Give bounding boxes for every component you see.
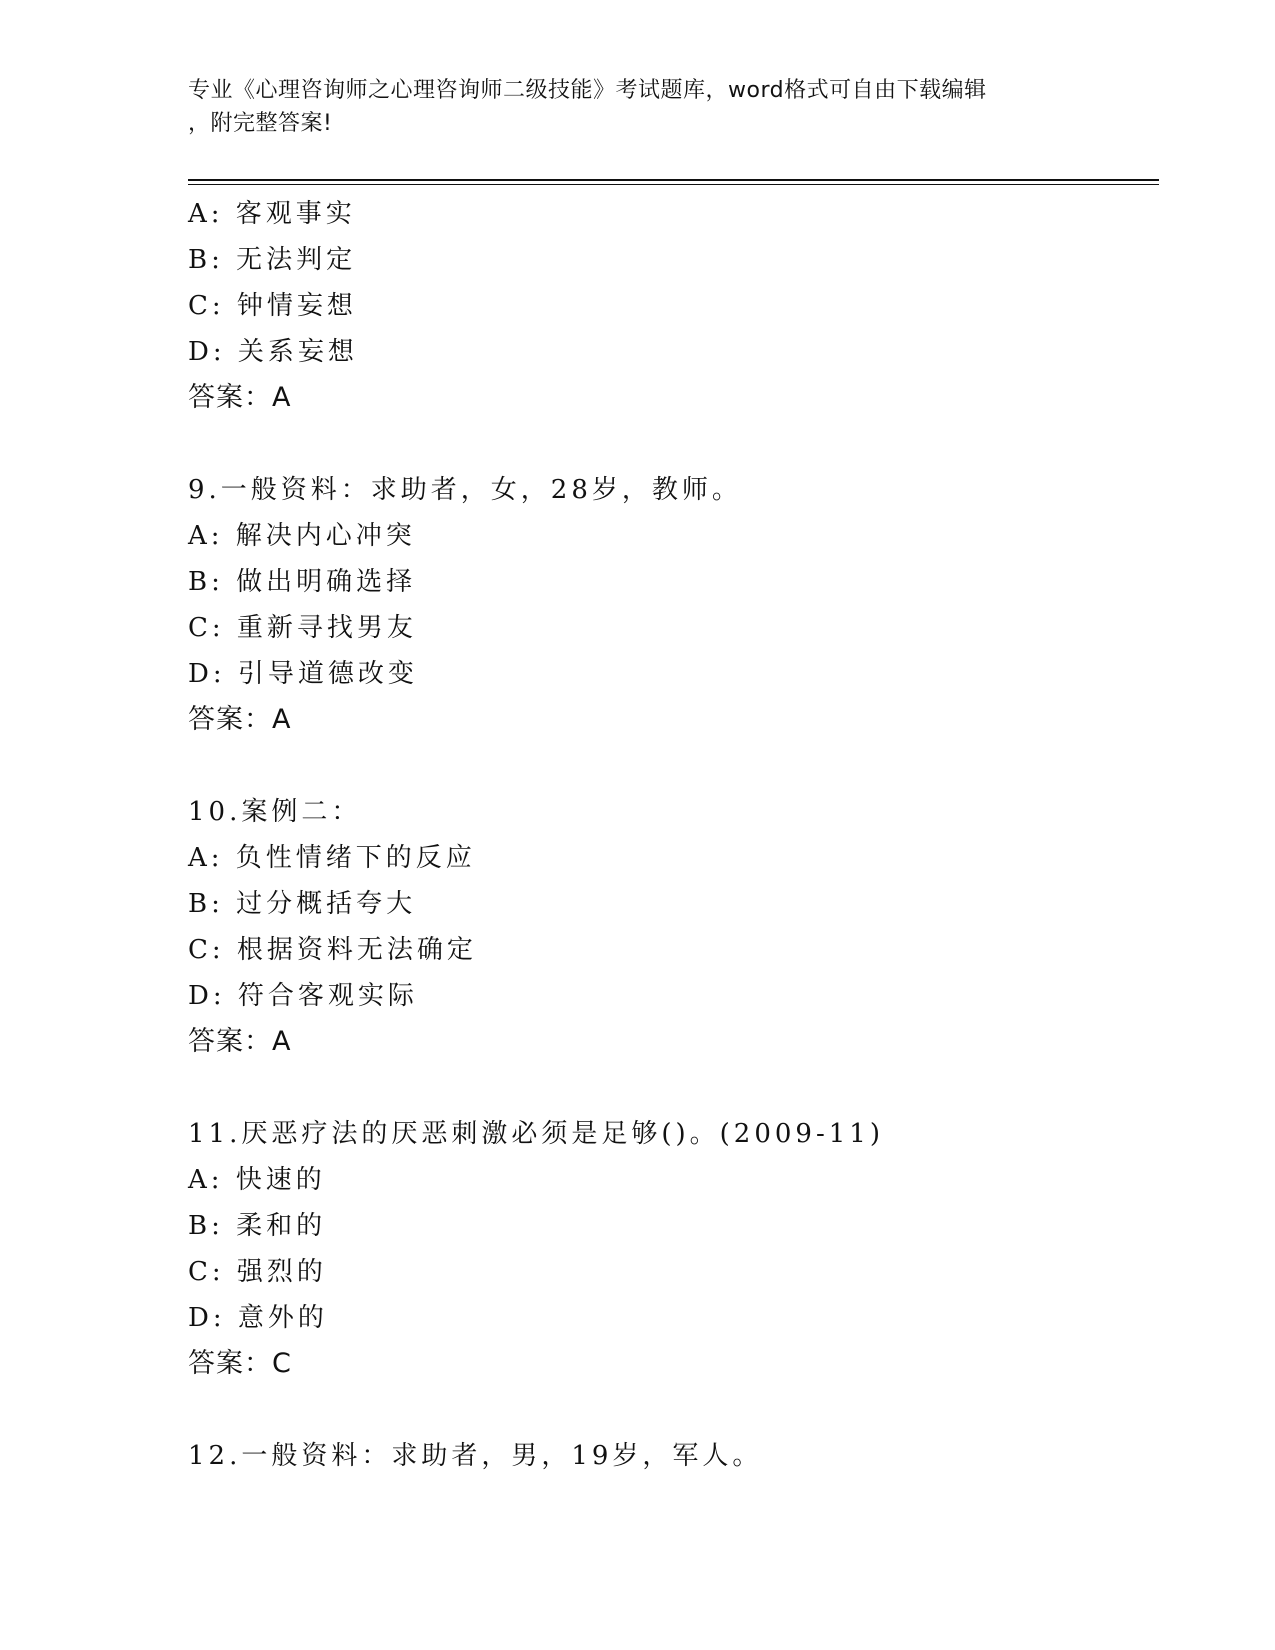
option-d: D: 关系妄想 bbox=[188, 337, 358, 367]
header-line-1: 专业《心理咨询师之心理咨询师二级技能》考试题库，word格式可自由下载编辑 bbox=[188, 78, 987, 103]
question-stem: 12.一般资料：求助者，男，19岁，军人。 bbox=[188, 1441, 763, 1471]
option-a: A: 快速的 bbox=[188, 1165, 326, 1195]
question-block-8 bbox=[188, 191, 1148, 421]
spacer bbox=[188, 1387, 1148, 1433]
question-block-10 bbox=[188, 789, 1148, 1065]
answer-line: 答案：A bbox=[188, 704, 292, 735]
option-c: C: 根据资料无法确定 bbox=[188, 935, 477, 965]
question-stem: 11.厌恶疗法的厌恶刺激必须是足够()。(2009-11) bbox=[188, 1119, 884, 1149]
spacer bbox=[188, 1065, 1148, 1111]
option-b: B: 柔和的 bbox=[188, 1211, 327, 1241]
question-block-9 bbox=[188, 467, 1148, 743]
option-b: B: 过分概括夸大 bbox=[188, 889, 417, 919]
option-d: D: 符合客观实际 bbox=[188, 981, 418, 1011]
option-b: B: 无法判定 bbox=[188, 245, 357, 275]
option-d: D: 意外的 bbox=[188, 1303, 328, 1333]
answer-line: 答案：A bbox=[188, 382, 292, 413]
option-b: B: 做出明确选择 bbox=[188, 567, 417, 597]
question-stem: 9.一般资料：求助者，女，28岁，教师。 bbox=[188, 475, 742, 505]
question-list bbox=[188, 191, 1148, 1479]
document-header bbox=[188, 74, 1088, 140]
option-a: A: 解决内心冲突 bbox=[188, 521, 416, 551]
header-divider bbox=[188, 179, 1159, 185]
question-stem: 10.案例二： bbox=[188, 797, 362, 827]
option-d: D: 引导道德改变 bbox=[188, 659, 418, 689]
answer-line: 答案：A bbox=[188, 1026, 292, 1057]
option-c: C: 强烈的 bbox=[188, 1257, 327, 1287]
option-c: C: 重新寻找男友 bbox=[188, 613, 417, 643]
option-a: A: 负性情绪下的反应 bbox=[188, 843, 476, 873]
question-block-12 bbox=[188, 1433, 1148, 1479]
option-c: C: 钟情妄想 bbox=[188, 291, 357, 321]
answer-line: 答案：C bbox=[188, 1348, 292, 1379]
spacer bbox=[188, 743, 1148, 789]
question-block-11 bbox=[188, 1111, 1148, 1387]
option-a: A: 客观事实 bbox=[188, 199, 356, 229]
header-line-2: ，附完整答案! bbox=[188, 111, 333, 136]
spacer bbox=[188, 421, 1148, 467]
